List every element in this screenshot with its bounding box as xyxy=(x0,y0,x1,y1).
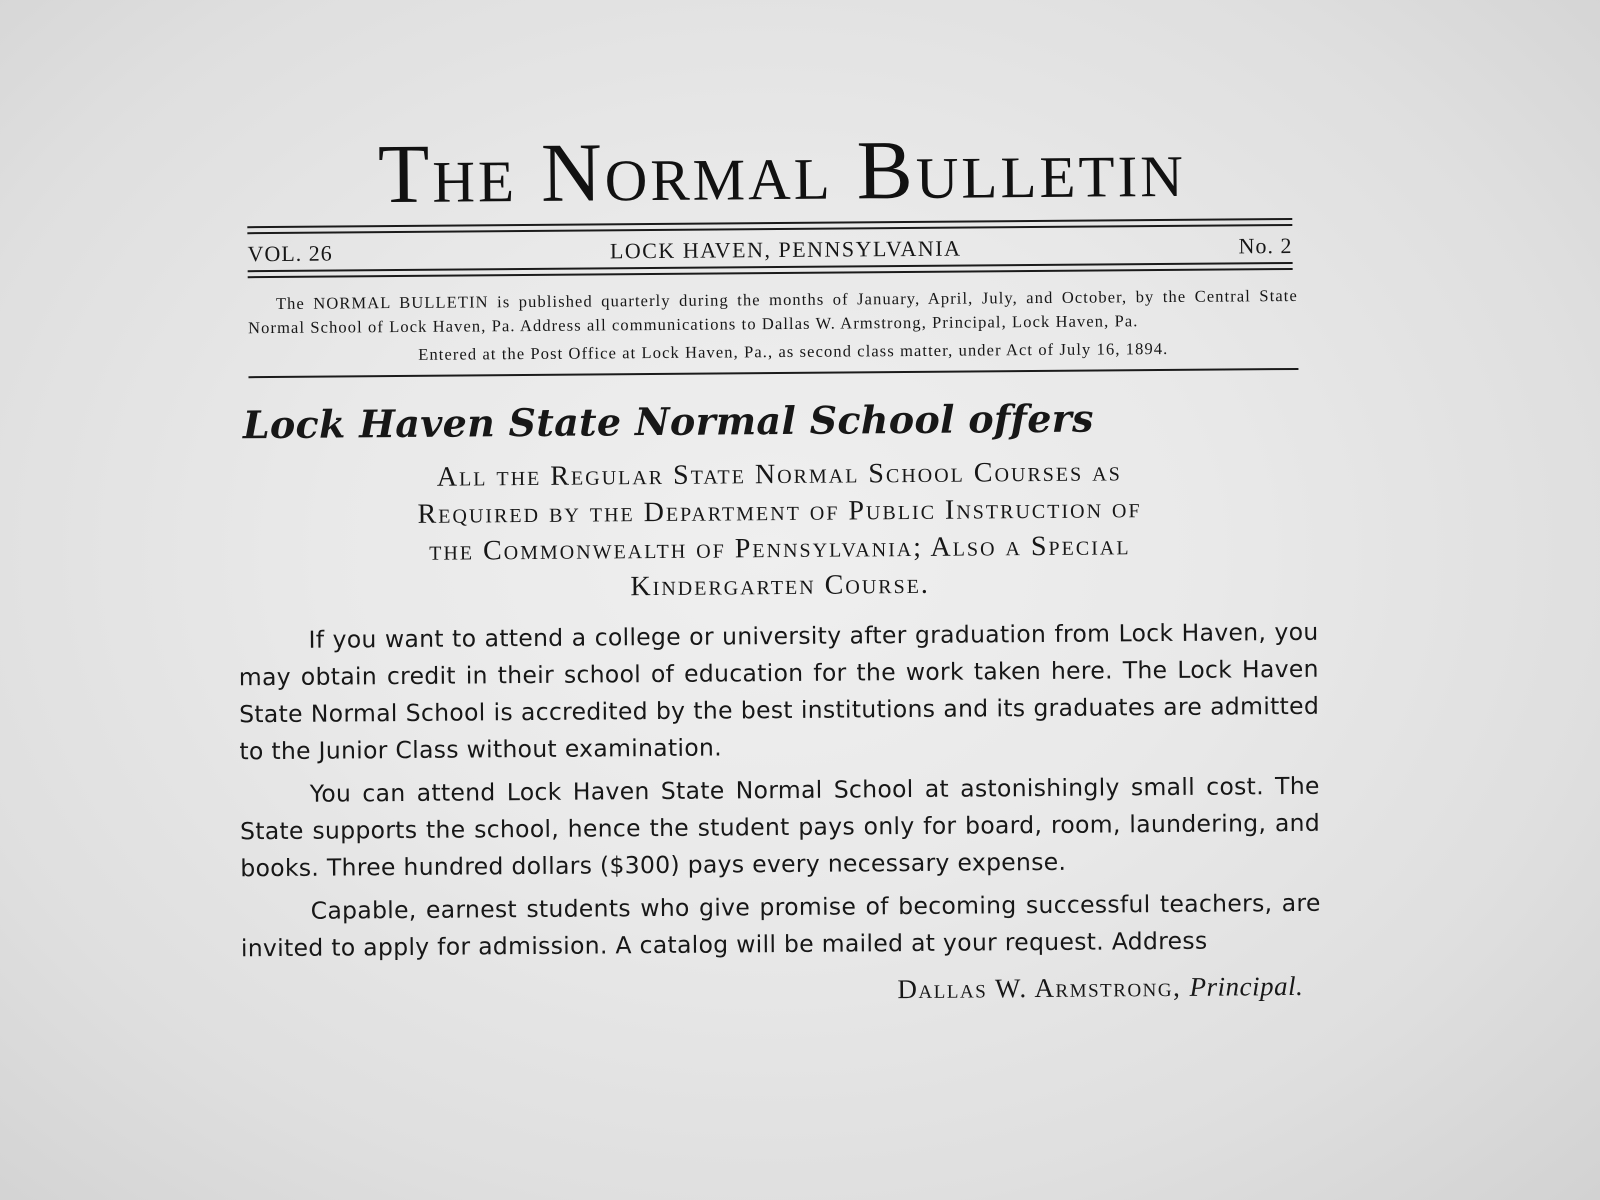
section-divider xyxy=(248,368,1298,378)
masthead-title: The Normal Bulletin xyxy=(377,121,1187,222)
publication-notice: The NORMAL BULLETIN is published quarterly during the months of January, April, July, and October, by the Central State Normal School of Lock Haven, Pa. Address all communications to Dallas W. Armstrong, Principal, Lock Haven, Pa. xyxy=(248,286,1298,338)
place-label: LOCK HAVEN, PENNSYLVANIA xyxy=(609,235,962,264)
offer-heading: Lock Haven State Normal School offers xyxy=(242,395,1094,448)
volume-label: VOL. 26 xyxy=(247,240,333,267)
paragraph-admission: Capable, earnest students who give promise of becoming successful teachers, are invited to apply for admission. A catalog will be mailed at your request. Address xyxy=(240,888,1321,963)
postal-entry-notice: Entered at the Post Office at Lock Haven, Pa., as second class matter, under Act of July 16, 1894. xyxy=(418,339,1169,365)
issue-number: No. 2 xyxy=(1238,233,1293,259)
principal-title: Principal. xyxy=(1189,970,1304,1002)
course-list: All the Regular State Normal School Courses as Required by the Department of Public Instruction of the Commonwealth of Pennsylvania; Also a Special Kindergarten Course. xyxy=(417,456,1142,603)
issue-line xyxy=(247,234,1292,266)
paragraph-cost: You can attend Lock Haven State Normal School at astonishingly small cost. The State supports the school, hence the student pays only for board, room, laundering, and books. Three hundred dollars ($300) pays every necessary expense. xyxy=(239,771,1321,883)
signature-line xyxy=(233,971,1303,1010)
paragraph-college-credit: If you want to attend a college or university after graduation from Lock Haven, you may obtain credit in their school of education for the work taken here. The Lock Haven State Normal School is accredited by the best institutions and its graduates are admitted to the Junior Class without examination. xyxy=(238,617,1320,766)
principal-name: Dallas W. Armstrong, xyxy=(897,971,1182,1005)
bulletin-page xyxy=(227,121,1344,1011)
